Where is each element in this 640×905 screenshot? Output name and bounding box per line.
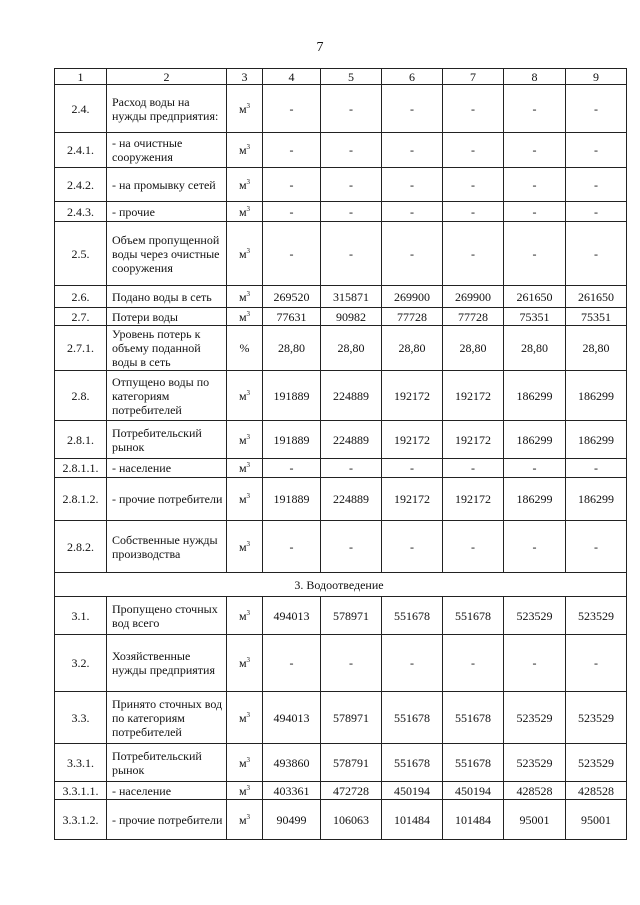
table-row bbox=[55, 635, 627, 692]
unit-exponent: 3 bbox=[246, 608, 251, 617]
table-body bbox=[55, 69, 627, 840]
row-number: 2.7. bbox=[55, 308, 107, 326]
value-cell: 428528 bbox=[566, 782, 627, 800]
value-cell: - bbox=[443, 133, 504, 168]
value-cell: - bbox=[321, 521, 382, 573]
value-cell: 578971 bbox=[321, 692, 382, 744]
table-row bbox=[55, 478, 627, 521]
value-cell: 106063 bbox=[321, 800, 382, 840]
unit-cell bbox=[227, 202, 263, 222]
row-name: - на промывку сетей bbox=[107, 168, 227, 202]
value-cell: - bbox=[382, 635, 443, 692]
row-number: 2.8. bbox=[55, 371, 107, 421]
value-cell: 551678 bbox=[443, 597, 504, 635]
row-name: Потребительский рынок bbox=[107, 421, 227, 459]
value-cell: 191889 bbox=[263, 421, 321, 459]
table-row bbox=[55, 133, 627, 168]
value-cell: 28,80 bbox=[443, 326, 504, 371]
value-cell: - bbox=[382, 133, 443, 168]
unit-cell bbox=[227, 459, 263, 478]
table-row bbox=[55, 421, 627, 459]
unit-cell bbox=[227, 597, 263, 635]
unit-label: м bbox=[238, 246, 247, 261]
value-cell: - bbox=[382, 459, 443, 478]
unit-exponent: 3 bbox=[246, 309, 251, 318]
unit-label: м bbox=[238, 608, 247, 623]
value-cell: - bbox=[263, 521, 321, 573]
value-cell: - bbox=[263, 635, 321, 692]
unit-label: м bbox=[238, 492, 247, 506]
value-cell: 192172 bbox=[382, 371, 443, 421]
value-cell: 191889 bbox=[263, 371, 321, 421]
unit-label: м bbox=[238, 289, 247, 304]
header-cell: 5 bbox=[321, 69, 382, 85]
value-cell: - bbox=[263, 459, 321, 478]
value-cell: 192172 bbox=[443, 371, 504, 421]
row-number: 2.8.2. bbox=[55, 521, 107, 573]
value-cell: 551678 bbox=[443, 692, 504, 744]
value-cell: 428528 bbox=[504, 782, 566, 800]
value-cell: - bbox=[382, 521, 443, 573]
unit-exponent: 3 bbox=[246, 461, 251, 469]
unit-cell bbox=[227, 286, 263, 308]
data-table bbox=[54, 68, 627, 840]
row-name: Собственные нужды производства bbox=[107, 521, 227, 573]
value-cell: - bbox=[566, 635, 627, 692]
table-row bbox=[55, 202, 627, 222]
value-cell: - bbox=[321, 133, 382, 168]
value-cell: 578971 bbox=[321, 597, 382, 635]
value-cell: 75351 bbox=[504, 308, 566, 326]
value-cell: 186299 bbox=[504, 371, 566, 421]
value-cell: 269900 bbox=[382, 286, 443, 308]
unit-exponent: 3 bbox=[246, 432, 251, 441]
unit-cell bbox=[227, 326, 263, 371]
value-cell: - bbox=[263, 168, 321, 202]
unit-cell bbox=[227, 692, 263, 744]
value-cell: 551678 bbox=[382, 744, 443, 782]
unit-label: % bbox=[239, 341, 250, 355]
unit-exponent: 3 bbox=[246, 755, 251, 764]
unit-cell bbox=[227, 521, 263, 573]
unit-cell bbox=[227, 635, 263, 692]
value-cell: 523529 bbox=[566, 744, 627, 782]
value-cell: - bbox=[443, 168, 504, 202]
row-name: Уровень потерь к объему поданной воды в сеть bbox=[107, 326, 227, 371]
value-cell: - bbox=[443, 635, 504, 692]
value-cell: 523529 bbox=[504, 597, 566, 635]
value-cell: 224889 bbox=[321, 421, 382, 459]
value-cell: - bbox=[504, 133, 566, 168]
value-cell: - bbox=[504, 635, 566, 692]
row-name: - население bbox=[107, 782, 227, 800]
unit-label: м bbox=[238, 710, 247, 725]
header-cell: 7 bbox=[443, 69, 504, 85]
value-cell: 224889 bbox=[321, 371, 382, 421]
unit-exponent: 3 bbox=[246, 710, 251, 719]
value-cell: 224889 bbox=[321, 478, 382, 521]
table-row bbox=[55, 744, 627, 782]
unit-exponent: 3 bbox=[246, 101, 251, 110]
row-name: Потребительский рынок bbox=[107, 744, 227, 782]
value-cell: - bbox=[321, 168, 382, 202]
value-cell: - bbox=[382, 168, 443, 202]
row-name: - прочие bbox=[107, 202, 227, 222]
unit-label: м bbox=[238, 101, 247, 116]
value-cell: 494013 bbox=[263, 597, 321, 635]
value-cell: - bbox=[566, 168, 627, 202]
table-row bbox=[55, 800, 627, 840]
value-cell: 315871 bbox=[321, 286, 382, 308]
value-cell: - bbox=[321, 85, 382, 133]
value-cell: - bbox=[566, 133, 627, 168]
value-cell: - bbox=[443, 222, 504, 286]
row-name: - прочие потребители bbox=[107, 478, 227, 521]
unit-cell bbox=[227, 782, 263, 800]
value-cell: 186299 bbox=[566, 421, 627, 459]
value-cell: 269520 bbox=[263, 286, 321, 308]
unit-exponent: 3 bbox=[246, 388, 251, 397]
value-cell: - bbox=[263, 222, 321, 286]
unit-exponent: 3 bbox=[246, 656, 251, 664]
value-cell: 523529 bbox=[504, 692, 566, 744]
unit-label: м bbox=[238, 755, 247, 770]
row-name: Потери воды bbox=[107, 308, 227, 326]
value-cell: 192172 bbox=[382, 478, 443, 521]
table-row bbox=[55, 222, 627, 286]
unit-cell bbox=[227, 222, 263, 286]
unit-label: м bbox=[238, 143, 247, 157]
row-name: Подано воды в сеть bbox=[107, 286, 227, 308]
value-cell: 101484 bbox=[382, 800, 443, 840]
value-cell: - bbox=[321, 222, 382, 286]
unit-exponent: 3 bbox=[246, 204, 251, 213]
value-cell: 450194 bbox=[382, 782, 443, 800]
row-name: Расход воды на нужды предприятия: bbox=[107, 85, 227, 133]
table-row bbox=[55, 521, 627, 573]
section-title: 3. Водоотведение bbox=[55, 573, 627, 597]
unit-cell bbox=[227, 85, 263, 133]
unit-exponent: 3 bbox=[246, 246, 251, 255]
header-cell: 1 bbox=[55, 69, 107, 85]
value-cell: - bbox=[504, 202, 566, 222]
table-row bbox=[55, 168, 627, 202]
row-number: 3.1. bbox=[55, 597, 107, 635]
value-cell: - bbox=[566, 202, 627, 222]
unit-exponent: 3 bbox=[246, 289, 251, 298]
row-number: 3.2. bbox=[55, 635, 107, 692]
header-cell: 6 bbox=[382, 69, 443, 85]
value-cell: 493860 bbox=[263, 744, 321, 782]
unit-label: м bbox=[238, 177, 247, 192]
value-cell: 95001 bbox=[504, 800, 566, 840]
value-cell: - bbox=[504, 222, 566, 286]
value-cell: 191889 bbox=[263, 478, 321, 521]
value-cell: - bbox=[443, 202, 504, 222]
row-number: 2.6. bbox=[55, 286, 107, 308]
table-row bbox=[55, 782, 627, 800]
row-name: Хозяйственные нужды предприятия bbox=[107, 635, 227, 692]
value-cell: - bbox=[382, 202, 443, 222]
row-number: 3.3. bbox=[55, 692, 107, 744]
row-number: 2.4.1. bbox=[55, 133, 107, 168]
value-cell: 28,80 bbox=[321, 326, 382, 371]
row-name: Принято сточных вод по категориям потребителей bbox=[107, 692, 227, 744]
header-cell: 3 bbox=[227, 69, 263, 85]
unit-cell bbox=[227, 308, 263, 326]
value-cell: - bbox=[443, 85, 504, 133]
value-cell: - bbox=[382, 85, 443, 133]
unit-exponent: 3 bbox=[246, 539, 251, 548]
value-cell: 261650 bbox=[504, 286, 566, 308]
value-cell: 192172 bbox=[443, 478, 504, 521]
value-cell: 578791 bbox=[321, 744, 382, 782]
value-cell: 95001 bbox=[566, 800, 627, 840]
value-cell: 494013 bbox=[263, 692, 321, 744]
value-cell: - bbox=[504, 85, 566, 133]
value-cell: 75351 bbox=[566, 308, 627, 326]
value-cell: - bbox=[443, 459, 504, 478]
value-cell: 28,80 bbox=[566, 326, 627, 371]
value-cell: - bbox=[321, 202, 382, 222]
page-number: 7 bbox=[316, 40, 324, 55]
unit-exponent: 3 bbox=[246, 812, 251, 821]
table-row bbox=[55, 459, 627, 478]
row-number: 3.3.1. bbox=[55, 744, 107, 782]
value-cell: - bbox=[566, 85, 627, 133]
table-row bbox=[55, 371, 627, 421]
value-cell: - bbox=[566, 521, 627, 573]
value-cell: 403361 bbox=[263, 782, 321, 800]
value-cell: 523529 bbox=[566, 597, 627, 635]
value-cell: - bbox=[321, 635, 382, 692]
value-cell: - bbox=[263, 133, 321, 168]
table-header-row bbox=[55, 69, 627, 85]
row-name: - на очистные сооружения bbox=[107, 133, 227, 168]
unit-exponent: 3 bbox=[246, 783, 251, 792]
value-cell: 551678 bbox=[382, 597, 443, 635]
value-cell: 269900 bbox=[443, 286, 504, 308]
row-number: 2.8.1. bbox=[55, 421, 107, 459]
value-cell: 551678 bbox=[443, 744, 504, 782]
header-cell: 8 bbox=[504, 69, 566, 85]
unit-exponent: 3 bbox=[246, 177, 251, 186]
table-row bbox=[55, 85, 627, 133]
value-cell: 192172 bbox=[382, 421, 443, 459]
value-cell: 186299 bbox=[566, 478, 627, 521]
value-cell: - bbox=[321, 459, 382, 478]
unit-label: м bbox=[238, 783, 247, 798]
unit-label: м bbox=[238, 388, 247, 403]
unit-label: м bbox=[238, 656, 247, 670]
row-number: 3.3.1.2. bbox=[55, 800, 107, 840]
row-number: 2.4. bbox=[55, 85, 107, 133]
value-cell: 28,80 bbox=[382, 326, 443, 371]
header-cell: 9 bbox=[566, 69, 627, 85]
row-name: Объем пропущенной воды через очистные сооружения bbox=[107, 222, 227, 286]
unit-cell bbox=[227, 421, 263, 459]
value-cell: - bbox=[263, 202, 321, 222]
value-cell: 551678 bbox=[382, 692, 443, 744]
value-cell: 186299 bbox=[504, 421, 566, 459]
header-cell: 4 bbox=[263, 69, 321, 85]
value-cell: 186299 bbox=[504, 478, 566, 521]
value-cell: - bbox=[504, 168, 566, 202]
value-cell: 186299 bbox=[566, 371, 627, 421]
value-cell: - bbox=[504, 459, 566, 478]
unit-label: м bbox=[238, 432, 247, 447]
value-cell: 77728 bbox=[382, 308, 443, 326]
table-row bbox=[55, 308, 627, 326]
value-cell: 28,80 bbox=[504, 326, 566, 371]
row-number: 2.4.3. bbox=[55, 202, 107, 222]
row-number: 3.3.1.1. bbox=[55, 782, 107, 800]
value-cell: 192172 bbox=[443, 421, 504, 459]
unit-exponent: 3 bbox=[246, 492, 251, 500]
unit-cell bbox=[227, 744, 263, 782]
value-cell: 28,80 bbox=[263, 326, 321, 371]
value-cell: 450194 bbox=[443, 782, 504, 800]
value-cell: 90499 bbox=[263, 800, 321, 840]
row-number: 2.4.2. bbox=[55, 168, 107, 202]
unit-cell bbox=[227, 800, 263, 840]
table-row bbox=[55, 286, 627, 308]
row-number: 2.5. bbox=[55, 222, 107, 286]
unit-cell bbox=[227, 168, 263, 202]
value-cell: - bbox=[263, 85, 321, 133]
unit-exponent: 3 bbox=[246, 143, 251, 151]
value-cell: - bbox=[504, 521, 566, 573]
value-cell: - bbox=[566, 459, 627, 478]
unit-label: м bbox=[238, 461, 247, 475]
value-cell: 77631 bbox=[263, 308, 321, 326]
row-name: - прочие потребители bbox=[107, 800, 227, 840]
unit-cell bbox=[227, 478, 263, 521]
unit-cell bbox=[227, 371, 263, 421]
value-cell: 472728 bbox=[321, 782, 382, 800]
row-number: 2.8.1.2. bbox=[55, 478, 107, 521]
unit-label: м bbox=[238, 812, 247, 827]
value-cell: 77728 bbox=[443, 308, 504, 326]
unit-label: м bbox=[238, 309, 247, 324]
value-cell: 523529 bbox=[504, 744, 566, 782]
unit-label: м bbox=[238, 539, 247, 554]
value-cell: 261650 bbox=[566, 286, 627, 308]
row-number: 2.7.1. bbox=[55, 326, 107, 371]
header-cell: 2 bbox=[107, 69, 227, 85]
table-row bbox=[55, 692, 627, 744]
table-row bbox=[55, 326, 627, 371]
unit-label: м bbox=[238, 204, 247, 219]
value-cell: - bbox=[443, 521, 504, 573]
row-number: 2.8.1.1. bbox=[55, 459, 107, 478]
unit-cell bbox=[227, 133, 263, 168]
section-row bbox=[55, 573, 627, 597]
row-name: Отпущено воды по категориям потребителей bbox=[107, 371, 227, 421]
value-cell: 523529 bbox=[566, 692, 627, 744]
row-name: - население bbox=[107, 459, 227, 478]
table-row bbox=[55, 597, 627, 635]
value-cell: 90982 bbox=[321, 308, 382, 326]
value-cell: - bbox=[566, 222, 627, 286]
row-name: Пропущено сточных вод всего bbox=[107, 597, 227, 635]
value-cell: - bbox=[382, 222, 443, 286]
value-cell: 101484 bbox=[443, 800, 504, 840]
